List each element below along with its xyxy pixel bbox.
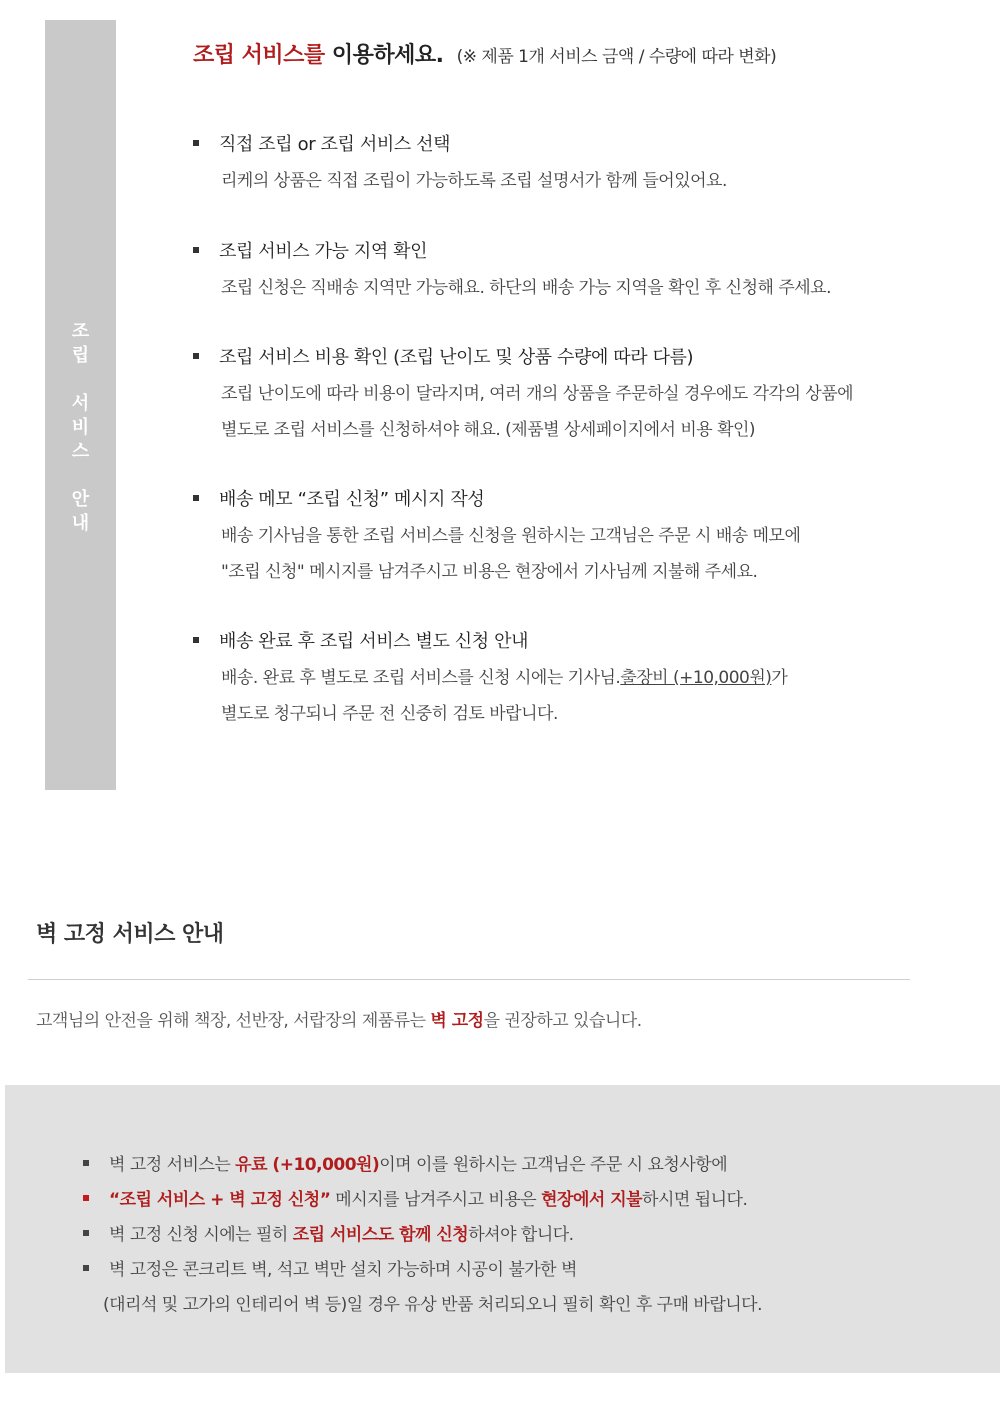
square-bullet-icon <box>193 495 199 501</box>
square-bullet-icon <box>83 1230 89 1236</box>
section-line <box>193 660 953 696</box>
wall-intro <box>36 1006 642 1031</box>
assembly-section <box>193 340 953 448</box>
assembly-title-text: 이용하세요. <box>324 43 444 68</box>
sidebar-panel <box>45 20 116 790</box>
section-heading: 배송 메모 “조립 신청” 메시지 작성 <box>219 489 485 510</box>
list-item <box>83 1218 983 1253</box>
list-text: 벽 고정 서비스는 <box>109 1155 236 1175</box>
assembly-section <box>193 482 953 590</box>
square-bullet-icon <box>83 1160 89 1166</box>
assembly-section <box>193 127 953 199</box>
list-text: 벽 고정은 콘크리트 벽, 석고 벽만 설치 가능하며 시공이 불가한 벽 <box>109 1260 577 1280</box>
assembly-section <box>193 624 953 732</box>
list-item <box>83 1148 983 1183</box>
list-item <box>83 1183 983 1218</box>
section-line: 리케의 상품은 직접 조립이 가능하도록 조립 설명서가 함께 들어있어요. <box>221 171 727 191</box>
sidebar-char: 립 <box>71 345 90 366</box>
square-bullet-icon <box>193 140 199 146</box>
section-heading: 배송 완료 후 조립 서비스 별도 신청 안내 <box>219 631 529 652</box>
list-text: 하셔야 합니다. <box>468 1225 574 1245</box>
sidebar-char: 스 <box>71 441 90 462</box>
section-text: 가 <box>771 668 788 688</box>
assembly-title-highlight: 조립 서비스를 <box>193 43 325 68</box>
section-line: 배송 기사님을 통한 조립 서비스를 신청을 원하시는 고객님은 주문 시 배송 메모에 <box>221 526 801 546</box>
list-text: 메시지를 남겨주시고 비용은 <box>330 1190 542 1210</box>
list-text: 하시면 됩니다. <box>642 1190 748 1210</box>
wall-section-title: 벽 고정 서비스 안내 <box>36 922 224 947</box>
section-line: 조립 난이도에 따라 비용이 달라지며, 여러 개의 상품을 주문하실 경우에도 각각의 상품에 <box>221 384 854 404</box>
sidebar-char: 서 <box>71 393 90 414</box>
square-bullet-icon <box>83 1195 89 1201</box>
square-bullet-icon <box>83 1265 89 1271</box>
wall-intro-text: 을 권장하고 있습니다. <box>483 1011 642 1031</box>
assembly-title <box>193 38 776 69</box>
sidebar-char: 내 <box>71 513 90 534</box>
square-bullet-icon <box>193 247 199 253</box>
travel-fee-text: 출장비 (+10,000원) <box>620 668 772 688</box>
list-highlight: “조립 서비스 + 벽 고정 신청” <box>109 1190 331 1210</box>
square-bullet-icon <box>193 353 199 359</box>
list-highlight: 현장에서 지불 <box>541 1190 643 1210</box>
list-text: 이며 이를 원하시는 고객님은 주문 시 요청사항에 <box>379 1155 728 1175</box>
sidebar-char: 안 <box>71 489 90 510</box>
square-bullet-icon <box>193 637 199 643</box>
list-item-continuation: (대리석 및 고가의 인테리어 벽 등)일 경우 유상 반품 처리되오니 필히 확인 후 구매 바랍니다. <box>103 1295 763 1315</box>
list-text: 벽 고정 신청 시에는 필히 <box>109 1225 293 1245</box>
sidebar-char: 조 <box>71 321 90 342</box>
list-item <box>83 1253 983 1288</box>
list-highlight: 유료 (+10,000원) <box>235 1155 380 1175</box>
wall-info-list <box>83 1148 983 1323</box>
wall-intro-text: 고객님의 안전을 위해 책장, 선반장, 서랍장의 제품류는 <box>36 1011 431 1031</box>
assembly-title-note: (※ 제품 1개 서비스 금액 / 수량에 따라 변화) <box>456 47 777 67</box>
section-heading: 직접 조립 or 조립 서비스 선택 <box>219 134 451 155</box>
section-heading: 조립 서비스 비용 확인 (조립 난이도 및 상품 수량에 따라 다름) <box>219 347 694 368</box>
section-line: 별도로 청구되니 주문 전 신중히 검토 바랍니다. <box>221 704 558 724</box>
section-text: 배송. 완료 후 별도로 조립 서비스를 신청 시에는 기사님. <box>221 668 621 688</box>
section-heading: 조립 서비스 가능 지역 확인 <box>219 241 428 262</box>
list-highlight: 조립 서비스도 함께 신청 <box>292 1225 469 1245</box>
sidebar-char: 비 <box>71 417 90 438</box>
divider <box>28 979 910 980</box>
sidebar-label <box>45 320 116 536</box>
section-line: 조립 신청은 직배송 지역만 가능해요. 하단의 배송 가능 지역을 확인 후 신청해 주세요. <box>221 278 832 298</box>
assembly-section <box>193 234 953 306</box>
section-line: 별도로 조립 서비스를 신청하셔야 해요. (제품별 상세페이지에서 비용 확인) <box>221 420 756 440</box>
wall-intro-highlight: 벽 고정 <box>430 1011 484 1031</box>
section-line: "조립 신청" 메시지를 남겨주시고 비용은 현장에서 기사님께 지불해 주세요. <box>221 562 758 582</box>
